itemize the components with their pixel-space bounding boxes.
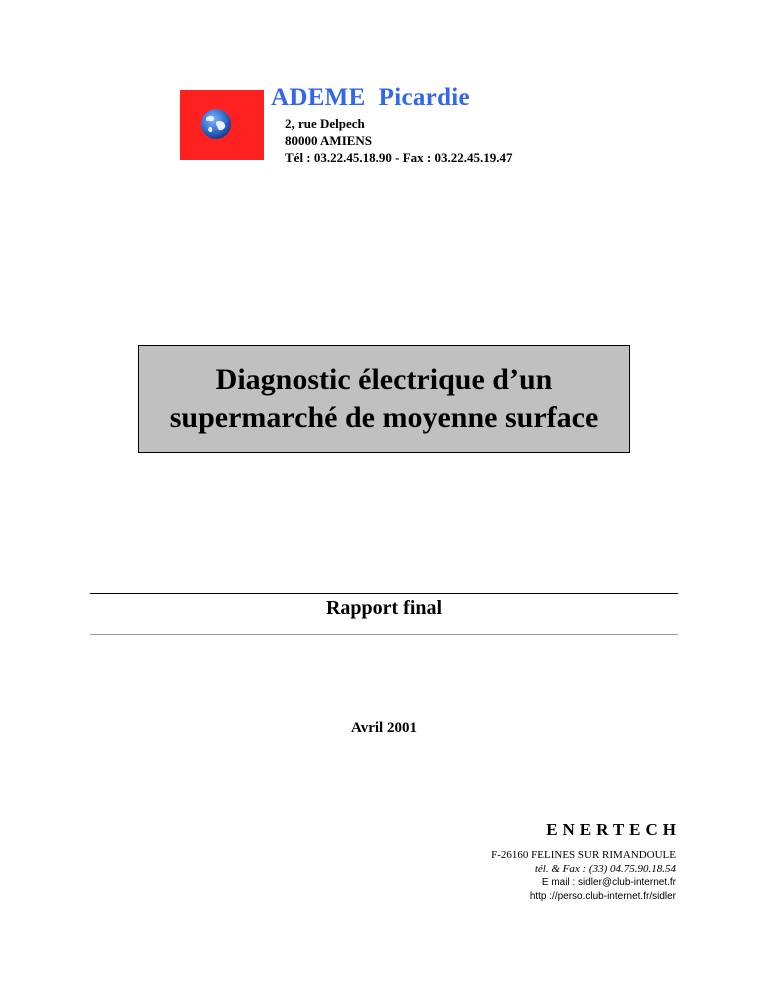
company-name: ENERTECH [546, 820, 681, 839]
company-website: http ://perso.club-internet.fr/sidler [529, 891, 676, 902]
title-line-2: supermarché de moyenne surface [169, 401, 599, 434]
company-phone: tél. & Fax : (33) 04.75.90.18.54 [534, 863, 676, 875]
document-title [170, 361, 599, 437]
ademe-logo [180, 90, 264, 160]
report-subtitle: Rapport final [325, 597, 443, 619]
title-box [138, 345, 630, 453]
address-street: 2, rue Delpech [285, 116, 365, 131]
organization-address [285, 115, 512, 166]
divider-top [90, 593, 678, 594]
report-date: Avril 2001 [351, 720, 417, 736]
company-email: E mail : sidler@club-internet.fr [541, 877, 676, 888]
company-contact [491, 848, 676, 904]
divider-bottom [90, 634, 678, 635]
address-city: 80000 AMIENS [285, 133, 373, 148]
title-line-1: Diagnostic électrique d’un [215, 363, 553, 396]
globe-icon [200, 108, 232, 140]
company-address: F-26160 FELINES SUR RIMANDOULE [491, 849, 676, 861]
organization-name: ADEME Picardie [271, 84, 470, 111]
address-phone-fax: Tél : 03.22.45.18.90 - Fax : 03.22.45.19.47 [285, 150, 513, 165]
